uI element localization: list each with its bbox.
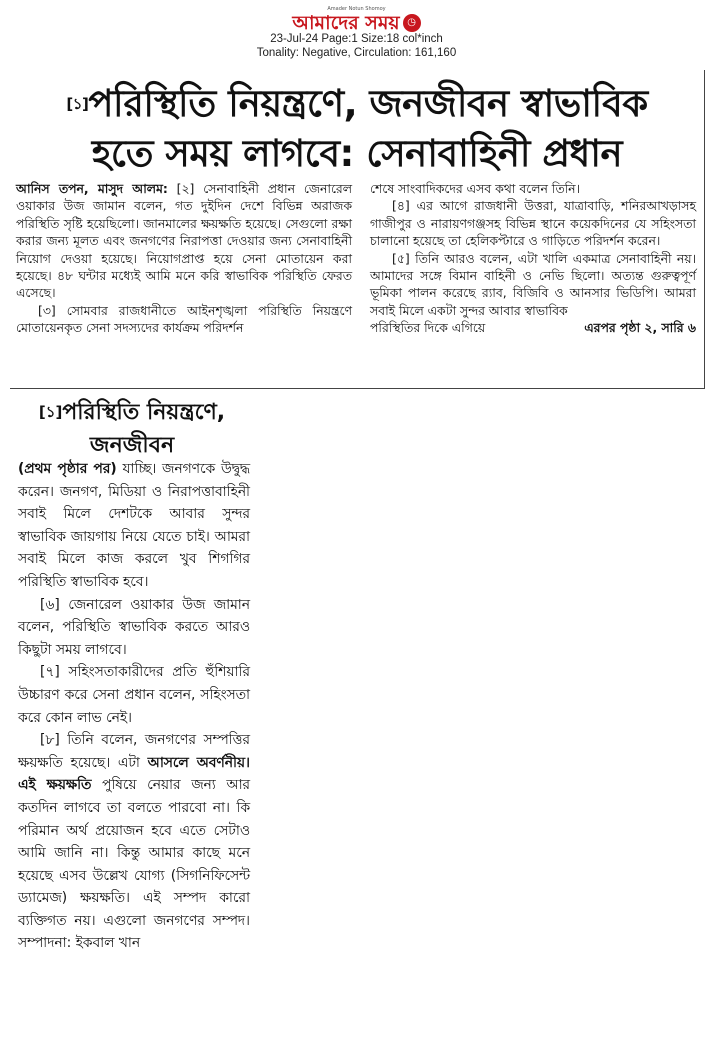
clock-seal-icon: ◷	[403, 14, 421, 32]
continuation-paragraph-1: যাচ্ছি। জনগণকে উদ্বুদ্ধ করেন। জনগণ, মিডিয়া ও নিরাপত্তাবাহিনী সবাই মিলে দেশটকে আবার সুন্দর স্বাভাবিক জায়গায় নিয়ে যেতে চাই। আমরা সবাই মিলে কাজ করলে খুব শিগগির পরিস্থিতি স্বাভাবিক হবে।	[18, 461, 251, 590]
continuation-article	[14, 396, 250, 1042]
continuation-column	[18, 458, 250, 955]
continuation-subhead-2: জনজীবন	[89, 433, 175, 458]
continuation-subhead-1	[14, 396, 250, 429]
article-column-right	[370, 180, 696, 337]
paragraph-8-end: পুষিয়ে নেয়ার জন্য আর কতদিন লাগবে তা বলতে পারবো না। কি পরিমান অর্থ প্রয়োজন হবে এতে সেটাও আমি জানি না। কিন্তু আমার কাছে মনে হয়েছে এসব উল্লেখ যোগ্য (সিগনিফিসেন্ট ড্যামেজ) ক্ষয়ক্ষতি। এই সম্পদ কারো ব্যক্তিগত নয়। এগুলো জনগণের সম্পদ। সম্পাদনা: ইকবাল খান	[18, 777, 250, 952]
headline-line-1	[10, 80, 704, 128]
masthead-tagline: Amader Notun Shomoy	[327, 6, 386, 12]
paragraph-4: [৪] এর আগে রাজধানী উত্তরা, যাত্রাবাড়ি, শনিরআখড়াসহ গাজীপুর ও নারায়ণগঞ্জসহ বিভিন্ন স্থানে কয়েকদিনের যে সহিংসতা চালানো হয়েছে তা হেলিকপ্টারে ও গাড়িতে পরিদর্শন করেন।	[370, 198, 696, 249]
headline-line-2: হতে সময় লাগবে: সেনাবাহিনী প্রধান	[91, 132, 623, 175]
paragraph-3-end: শেষে সাংবাদিকদের এসব কথা বলেন তিনি।	[370, 181, 580, 196]
newspaper-logo	[292, 12, 420, 34]
main-article	[10, 70, 705, 389]
continuation-paragraph-6: [৬] জেনারেল ওয়াকার উজ জামান বলেন, পরিস্থিতি স্বাভাবিক করতে আরও কিছুটা সময় লাগবে।	[18, 596, 250, 658]
paragraph-8-bold: আসলে অবর্ণনীয়। এই ক্ষয়ক্ষতি	[18, 754, 250, 794]
article-column-left	[16, 180, 352, 337]
article-marker: [১]	[66, 95, 89, 113]
continuation-paragraph-7: [৭] সহিংসতাকারীদের প্রতি হুঁশিয়ারি উচ্চারণ করে সেনা প্রধান বলেন, সহিংসতা করে কোন লাভ নেই।	[18, 664, 250, 726]
subhead-text-1: পরিস্থিতি নিয়ন্ত্রণে,	[62, 400, 226, 425]
continued-note: এরপর পৃষ্ঠা ২, সারি ৬	[584, 320, 696, 336]
logo-text: আমাদের সময়	[292, 12, 400, 34]
masthead	[0, 6, 713, 34]
article-last-line	[370, 319, 696, 336]
paragraph-2: [২] সেনাবাহিনী প্রধান জেনারেল ওয়াকার উজ জামান বলেন, গত দুইদিন দেশে বিভিন্ন অরাজক পরিস্থিতি সৃষ্টি হয়েছিলো। জানমালের ক্ষয়ক্ষতি হয়েছে। সেগুলো রক্ষা করার জন্য মূলত এবং জনগণের নিরাপত্তা দেওয়ার জন্য সেনাবাহিনী নিয়োগ দেওয়া হয়েছে। নিয়োগপ্রাপ্ত হয়ে সেনা মোতায়েন করা হয়েছে। ৪৮ ঘন্টার মধ্যেই আমি মনে করি স্বাভাবিক পরিস্থিতি ফেরত এসেছে।	[16, 181, 352, 301]
byline: আনিস তপন, মাসুদ আলম:	[16, 181, 168, 196]
continuation-paragraph-8	[18, 729, 250, 955]
headline-text-1: পরিস্থিতি নিয়ন্ত্রণে, জনজীবন স্বাভাবিক	[88, 82, 648, 125]
from-first-page-label: (প্রথম পৃষ্ঠার পর)	[18, 461, 117, 477]
paragraph-8-start: [৮] তিনি বলেন, জনগণের সম্পত্তির ক্ষয়ক্ষতি হয়েছে। এটা	[18, 732, 250, 771]
clipping-tonality: Tonality: Negative, Circulation: 161,160	[256, 47, 457, 59]
paragraph-3: [৩] সোমবার রাজধানীতে আইনশৃঙ্খলা পরিস্থিতি নিয়ন্ত্রণে মোতায়েনকৃত সেনা সদস্যদের কার্যক্রম পরিদর্শন	[16, 302, 352, 336]
clipping-info: 23-Jul-24 Page:1 Size:18 col*inch	[270, 33, 443, 45]
continuation-marker: [১]	[38, 403, 63, 421]
paragraph-5: [৫] তিনি আরও বলেন, এটা খালি একমাত্র সেনাবাহিনী নয়। আমাদের সঙ্গে বিমান বাহিনী ও নেভি ছিলো। অত্যন্ত গুরুত্বপূর্ণ ভূমিকা পালন করেছে র‌্যাব, বিজিবি ও আনসার ভিডিপি। আমরা সবাই মিলে একটা সুন্দর আবার স্বাভাবিক	[370, 250, 696, 318]
paragraph-5-end: পরিস্থিতির দিকে এগিয়ে	[370, 320, 486, 336]
